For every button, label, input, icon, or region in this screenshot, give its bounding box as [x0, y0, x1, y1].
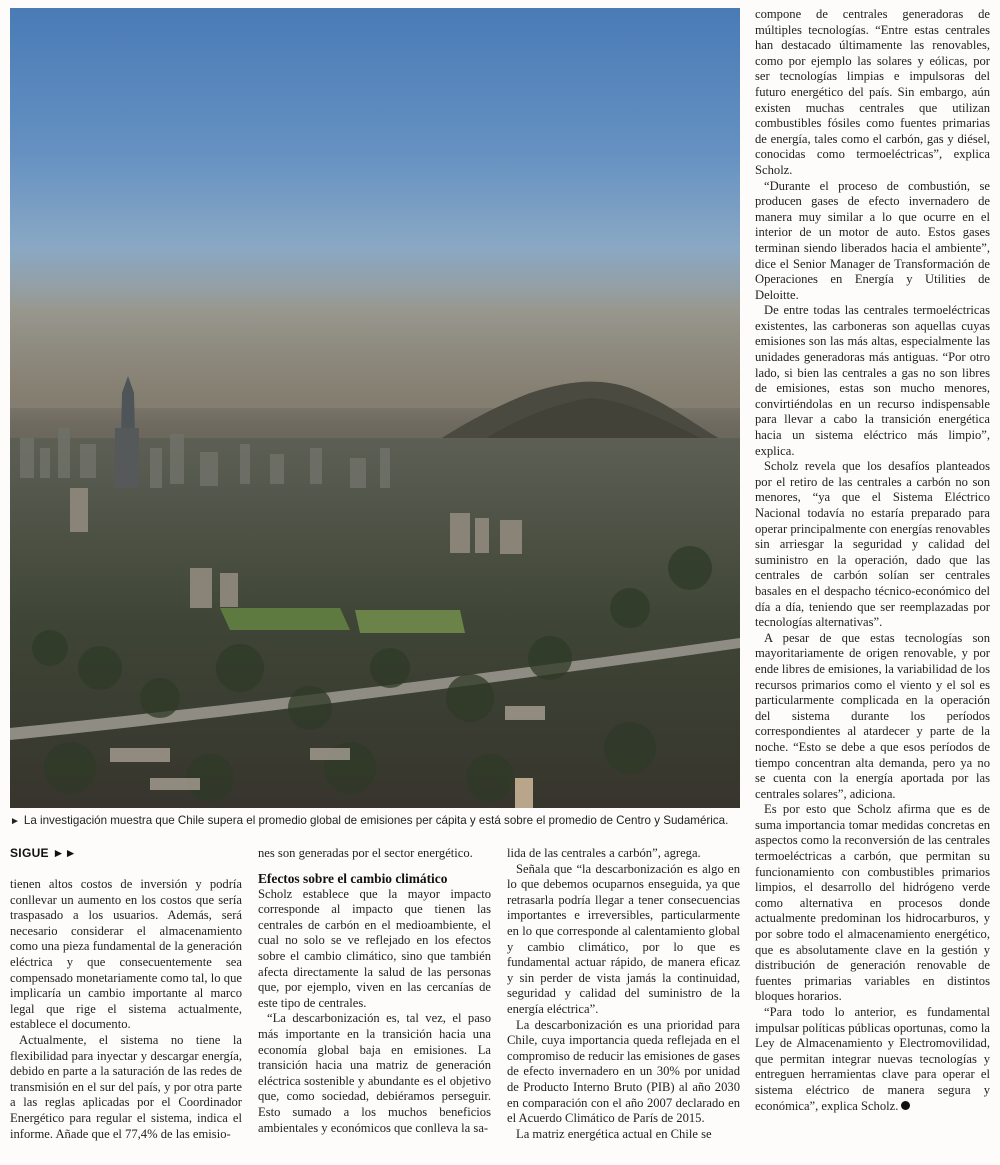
smog-city-photo: [10, 8, 740, 808]
article-column-4: [755, 7, 990, 1114]
paragraph: A pesar de que estas tecnologías son mayoritariamente de origen renovable, y por ende libres de emisiones, la variabilidad de los recursos primarios como el viento y el sol es particularmente complicada en la operación del sistema durante los períodos correspondientes al atardecer y parte de la noche. “Esto se debe a que esos períodos de tiempo concentran alta demanda, pero ya no se cuenta con la energía aportada por las centrales solares”, adiciona.: [755, 630, 991, 801]
paragraph: Actualmente, el sistema no tiene la flexibilidad para inyectar y descargar energía, debido en parte a la saturación de las redes de transmisión en el sur del país, y por otra parte a las reglas aplicadas por el Coordinador Energético para regular el sistema, indica el informe. Añade que el 77,4% de las emisio-: [10, 1032, 242, 1141]
end-of-article-icon: [901, 1101, 910, 1110]
caption-text: La investigación muestra que Chile supera el promedio global de emisiones per cápita y está sobre el promedio de Centro y Sudamérica.: [23, 814, 729, 827]
paragraph: [755, 1005, 990, 1114]
city-skyline-illustration: [10, 8, 740, 808]
paragraph: tienen altos costos de inversión y podría conllevar un aumento en los costos que sería traspasado a los usuarios. Además, será necesario considerar el almacenamiento como una pieza fundamental de la generación eléctrica y que consecuentemente sea compensado monetariamente como tal, lo que implicaría un cambio importante al marco legal que rige el sistema actualmente, establece el documento.: [10, 877, 242, 1032]
caption-marker-icon: ►: [10, 816, 20, 827]
closing-paragraph-text: “Para todo lo anterior, es fundamental impulsar políticas públicas oportunas, como la Ley de Almacenamiento y Electromovilidad, que permitan integrar nuevas tecnologías y entreguen herramientas clave para operar el sistema eléctrico de manera segura y económica”, explica Scholz.: [755, 1005, 990, 1113]
paragraph: La descarbonización es una prioridad para Chile, cuya importancia queda reflejada en el compromiso de reducir las emisiones de gases de efecto invernadero en un 30% por unidad de Producto Interno Bruto (PIB) al año 2030 en comparación con el año 2007 declarado en el Acuerdo Climático de París de 2015.: [507, 1017, 740, 1126]
paragraph: Scholz revela que los desafíos planteados por el retiro de las centrales a carbón no son menores, “ya que el Sistema Eléctrico Nacional todavía no estaría preparado para operar principalmente con energías renovables sin arriesgar la seguridad y calidad del suministro en la operación, dado que las centrales de carbón solían ser centrales basales en el despacho técnico-económico del día a día, teniendo que ser reemplazadas por tecnologías alternativas”.: [755, 459, 990, 630]
article-column-1: [10, 877, 242, 1142]
article-column-2: [258, 846, 491, 1136]
photo-caption: [10, 814, 750, 829]
paragraph: Señala que “la descarbonización es algo en lo que debemos ocuparnos enseguida, ya que retrasarla podría llegar a tener consecuencias importantes e irreversibles, particularmente en lo que corresponde al calentamiento global y cambio climático, por lo que es fundamental actuar rápido, de manera eficaz y sin perder de vista jamás la continuidad, seguridad y calidad del suministro de la energía eléctrica”.: [507, 861, 740, 1016]
paragraph: La matriz energética actual en Chile se: [516, 1126, 712, 1141]
section-heading: Efectos sobre el cambio climático: [258, 870, 448, 886]
paragraph: nes son generadas por el sector energético.: [258, 846, 473, 860]
paragraph: “La descarbonización es, tal vez, el paso más importante en la transición hacia una economía global baja en emisiones. La transición hacia una matriz de generación eléctrica sostenible y abundante es el objetivo que, como sociedad, debiéramos perseguir. Esto sumado a los muchos beneficios ambientales y económicos que conlleva la sa-: [258, 1011, 491, 1135]
paragraph: Scholz establece que la mayor impacto corresponde al impacto que tienen las centrales de carbón en el medioambiente, el cual no solo se ve reflejado en los efectos sobre el cambio climático, sino que también afecta directamente la salud de las personas que, por ejemplo, viven en las cercanías de este tipo de centrales.: [258, 886, 491, 1010]
sigue-label: SIGUE ►►: [10, 846, 77, 860]
paragraph: compone de centrales generadoras de múltiples tecnologías. “Entre estas centrales han destacado últimamente las renovables, como por ejemplo las solares y eólicas, por ser tecnologías limpias e impulsoras del futuro energético del país. Sin embargo, aún existen muchas centrales que utilizan combustibles fósiles como fuentes primarias de energía, tales como el carbón, gas y diésel, conocidas como termoeléctricas”, explica Scholz.: [755, 7, 990, 177]
paragraph: Es por esto que Scholz afirma que es de suma importancia tomar medidas concretas en aspectos como la reconversión de las centrales termoeléctricas a carbón, que permitan su funcionamiento con combustibles primarios limpios, el desarrollo del hidrógeno verde como alternativa en procesos donde actualmente predominan los hidrocarburos, y por sobre todo el almacenamiento energético, que es absolutamente clave en la gestión y distribución de generación renovable de fuentes primarias variables en distintos bloques horarios.: [755, 802, 990, 1004]
paragraph: lida de las centrales a carbón”, agrega.: [507, 846, 701, 860]
article-column-3: [507, 846, 740, 1142]
paragraph: De entre todas las centrales termoeléctricas existentes, las carboneras son aquellas cuyas emisiones son las más altas, especialmente las unidades generadoras más antiguas. “Por otro lado, si bien las centrales a gas no son libres de emisiones, estas son mucho menores, convirtiéndolas en un recurso indispensable para llevar a cabo la transición energética hacia un sistema eléctrico más limpio”, explica.: [755, 303, 990, 458]
paragraph: “Durante el proceso de combustión, se producen gases de efecto invernadero de manera muy similar a lo que ocurre en el interior de un motor de auto. Estos gases terminan siendo liberados hacia el ambiente”, dice el Senior Manager de Transformación de Operaciones en Energía y Utilities de Deloitte.: [755, 178, 990, 302]
